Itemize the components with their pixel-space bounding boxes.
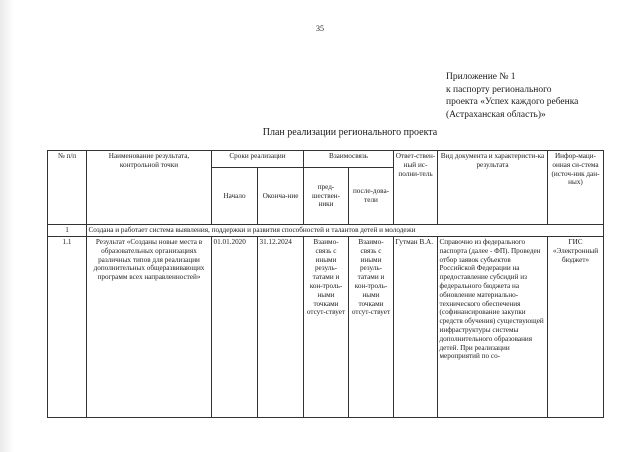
header-successors: после-дова-тели xyxy=(349,168,394,225)
row-name: Результат «Созданы новые места в образовательных организациях различных типов для реализации дополнительных общеразвивающих программ всех направленностей» xyxy=(87,237,212,418)
header-num: № п/п xyxy=(48,151,87,225)
section-row xyxy=(48,225,604,237)
header-responsible: Ответ-ствен-ный ис-полни-тель xyxy=(394,151,438,225)
appendix-line: Приложение № 1 xyxy=(446,72,516,82)
row-successors: Взаимо-связь с иными резуль-татами и кон-троль-ными точками отсут-ствует xyxy=(349,237,394,418)
header-document: Вид документа и характеристи-ка результата xyxy=(438,151,548,225)
header-link: Взаимосвязь xyxy=(304,151,394,168)
header-predecessors: пред-шествен-ники xyxy=(304,168,349,225)
row-document: Справочно из федерального паспорта (далее - ФП). Проведен отбор заявок субъектов Российской Федерации на предоставление субсидий из федерального бюджета на обновление материально-технического обеспечения (софинансирование закупки средств обучения) существующей инфраструктуры системы дополнительного образования детей. При реализации мероприятий по со- xyxy=(438,237,548,418)
appendix-line: (Астраханская область)» xyxy=(446,109,546,120)
row-predecessors: Взаимо-связь с иными резуль-татами и кон-троль-ными точками отсут-ствует xyxy=(304,237,349,418)
appendix-line: к паспорту регионального xyxy=(446,84,552,95)
plan-title: План реализации регионального проекта xyxy=(262,127,438,138)
table-row xyxy=(48,237,604,418)
row-info-system: ГИС «Электронный бюджет» xyxy=(548,237,604,418)
appendix-line: проекта «Успех каждого ребенка xyxy=(446,97,579,107)
plan-table xyxy=(47,150,604,418)
header-info-system: Инфор-маци-онная си-стема (источ-ник дан-ных) xyxy=(548,151,604,225)
header-name: Наименование результата, контрольной точки xyxy=(87,151,212,225)
section-title: Создана и работает система выявления, поддержки и развития способностей и талантов детей и молодежи xyxy=(87,225,604,237)
header-row-top xyxy=(48,151,604,168)
page-number: 35 xyxy=(316,24,324,33)
row-start: 01.01.2020 xyxy=(212,237,258,418)
header-start: Начало xyxy=(212,168,258,225)
appendix-block xyxy=(446,71,578,121)
row-number: 1.1 xyxy=(48,237,87,418)
section-number: 1 xyxy=(48,225,87,237)
header-end: Оконча-ние xyxy=(258,168,304,225)
header-terms: Сроки реализации xyxy=(212,151,304,168)
scan-shadow xyxy=(0,0,14,452)
row-responsible: Гутман В.А. xyxy=(394,237,438,418)
row-end: 31.12.2024 xyxy=(258,237,304,418)
